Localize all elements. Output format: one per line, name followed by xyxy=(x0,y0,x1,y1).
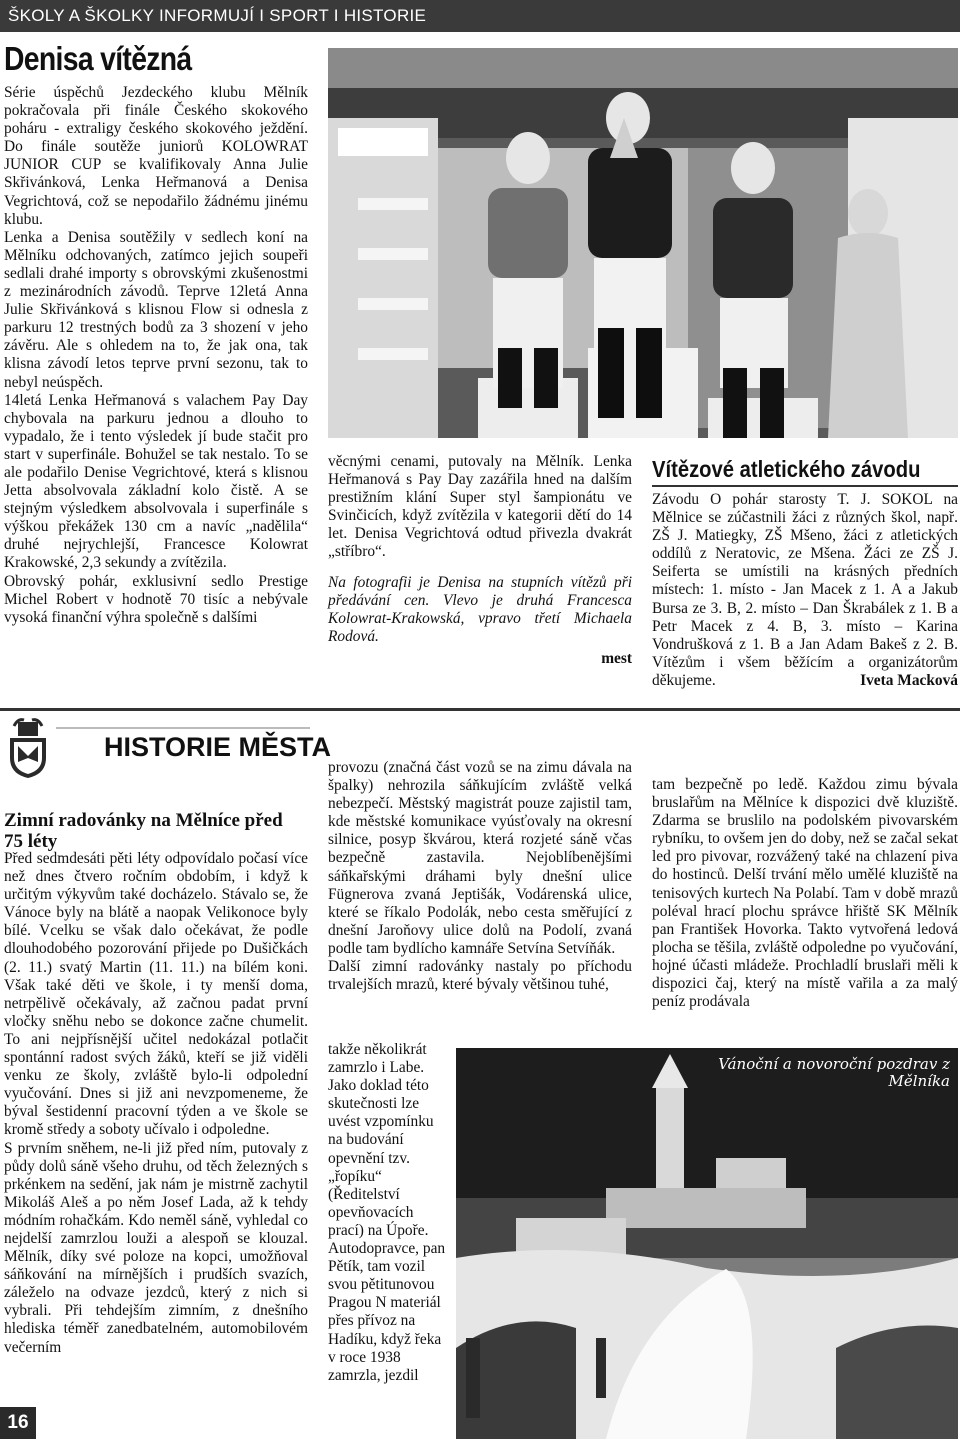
winter-postcard-photo xyxy=(456,1048,958,1439)
history-column-1 xyxy=(4,850,308,1357)
history-article-title: Zimní radovánky na Mělníce před 75 léty xyxy=(4,810,283,852)
history-column-2 xyxy=(328,759,632,994)
sport-paragraph: Série úspěchů Jezdeckého klubu Mělník pokračovala při finále Českého skokového poháru - extraligy českého skokového ježdění. Do finále soutěže juniorů KOLOWRAT JUNIOR CUP se kvalifikovaly Anna Julie Skřivánková, Lenka Heřmanová a Denisa Vegrichtová, což se nepodařilo žádnému jinému klubu. xyxy=(4,84,308,228)
podium-photo xyxy=(328,48,958,438)
history-column-2-wrap xyxy=(328,1041,446,1385)
history-paragraph: provozu (značná část vozů se na zimu dávala na špalky) nehrozila sáňkujícím zvláště velká nebezpečí. Městský magistrát pouze zajistil tam, kde městské komunikace vyúsťovaly na okresní silnice, posyp škvárou, která rozjeté sáně včas bezpečně zastavila. Nejoblíbenějšími sáňkařskými dráhami byly dnešní ulice Fügnerova zvaná Jeptišák, Vodárenská ulice, které se říkalo Podolák, nebo cesta směřující z dnešní Jaroňovy ulice dolů na Podolí, zvaná podle tam bydlícho kamnáře Setvína Setvíňák. xyxy=(328,759,632,957)
section-divider xyxy=(0,708,960,711)
section-header-bar xyxy=(0,0,960,32)
sport-author: mest xyxy=(601,649,632,667)
history-paragraph: S prvním sněhem, ne-li již před ním, putovaly z půdy dolů sáně všeho druhu, od těch železných s prkénkem na sedění, jak nám je mistrně zachytil Mikoláš Aleš a po něm Josef Lada, až k tehdy módním rohačkám. Kdo neměl sáně, vyhledal co nejdelší zamrzlou louži a alespoň se klouzal. Mělník, díky své poloze na kopci, umožňoval sáňkování na mírnějších i prudších svazích, záleželo na odvaze jezdců, který z nich si vybrali. Při tehdejším zimním, z dnešního hlediska téměř zanedbatelném, automobilovém večerním xyxy=(4,1139,308,1356)
sport-article-title: Denisa vítězná xyxy=(4,40,192,77)
sport-paragraph: Obrovský pohár, exklusivní sedlo Prestige Michel Robert v hodnotě 70 tisíc a nebývale vysoká finanční výhra společně s dalšími xyxy=(4,572,308,626)
section-header-text: ŠKOLY A ŠKOLKY INFORMUJÍ I SPORT I HISTORIE xyxy=(8,6,427,25)
athletics-author: Iveta Macková xyxy=(860,672,958,690)
page-number: 16 xyxy=(0,1407,36,1439)
athletics-title-rule xyxy=(652,485,958,487)
sport-paragraph: věcnými cenami, putovaly na Mělník. Lenka Heřmanová s Pay Day zazářila hned na dalším prestižním klání Super styl šampionátu ve Svinčicích, když zvítězila v kategorii dětí do 14 let. Denisa Vegrichtová odtud přivezla dvakrát „stříbro“. xyxy=(328,453,632,561)
history-paragraph: tam bezpečně po ledě. Každou zimu bývala bruslařům na Mělníce k dispozici dvě kluziště. Zdarma se bruslilo na podolském pivovarském rybníku, to ovšem jen do doby, než se začal sekat led pro pivovar, rozvážený také na chlazení piva do hostinců. Delší trvání mělo umělé kluziště na tenisových kurtech Na Polabí. Tam v době mrazů poléval hrací plochu správce hřiště SK Mělník pan František Hovorka. Takto vytvořená ledová plocha se těšila, zvláště odpoledne po vyučování, hojné účasti mládeže. Prochladlí bruslaři měli k dispozici čaj, který na místě vařila a za malý peníz prodávala xyxy=(652,776,958,1011)
athletics-title: Vítězové atletického závodu xyxy=(652,456,921,482)
history-banner-title: HISTORIE MĚSTA xyxy=(104,732,332,762)
podium-photo-art xyxy=(328,48,958,438)
sport-article-column-2 xyxy=(328,453,632,668)
postcard-art xyxy=(456,1048,958,1439)
history-banner-rule xyxy=(56,727,310,729)
athletics-paragraph: Závodu O pohár starosty T. J. SOKOL na Mělnice se zúčastnili žáci z různých škol, např. ZŠ J. Matiegky, ZŠ Mšeno, žáci z atletických oddílů z Neratovic, ze Mšena. Žáci ze ZŠ J. Seiferta se umístili na krásných předních místech: 1. místo - Jan Macek z 1. A a Jakub Bursa ze 3. B, 2. místo – Dan Škrabálek z 1. B a Petr Macek z 4. B, 3. místo – Karina Vondrušková z 1. B a Jan Adam Bakeš z 2. B. Vítězům i všem běžícím a organizátorům děkujeme. xyxy=(652,491,958,689)
history-column-3 xyxy=(652,776,958,1011)
sport-paragraph: 14letá Lenka Heřmanová s valachem Pay Day chybovala na parkuru jednou a dlouho to vypadalo, že i tento výsledek jí bude stačit pro start v superfinále. Bohužel se tak nestalo. To se ale podařilo Denise Vegrichtové, která s klisnou Jetta absolvovala základní kolo čistě. A se stejným výsledkem absolvovala i superfinále s výškou překážek 130 cm a navíc „nadělila“ druhé nejrychlejší, Francesce Kolowrat Krakowské, 2,3 sekundy a zvítězila. xyxy=(4,391,308,572)
athletics-article xyxy=(652,491,958,690)
history-paragraph: Před sedmdesáti pěti léty odpovídalo počasí více než dnes čtvero ročním obdobím, i když k určitým výkyvům také docházelo. Stávalo se, že Vánoce byly na blátě a naopak Velikonoce byly bílé. Vcelku se však dalo očekávat, že podle dlouhodobého pozorování přijede po Dušičkách (2. 11.) svatý Martin (11. 11.) na bílém koni. Však také děti ve škole, i ty menší doma, netrpělivě očekávaly, až začnou padat první vločky sněhu nebo se dokonce začne chumelit. To ani nejpřísnější učitel nedokázal potlačit spontánní radost svých žáků, kteří se již viděli venku ze školy, zvláště bylo-li odpolední vyučování. Dnes si již ani nevzpomeneme, že býval šestidenní pracovní týden a ve škole se kromě středy a soboty učívalo i odpoledne. xyxy=(4,850,308,1139)
sport-paragraph: Lenka a Denisa soutěžily v sedlech koní na Mělníku odchovaných, zatímco jejich soupeři sedlali drahé importy s obrovskými zkušenostmi z mezinárodních závodů. Teprve 12letá Anna Julie Skřivánková s klisnou Flow si odnesla z parkuru 12 trestných bodů za 3 shození v jeho závěru. Ale s ohledem na to, že jak ona, tak klisna závodí letos teprve první sezonu, tak to nebyl neúspěch. xyxy=(4,228,308,391)
postcard-greeting: Vánoční a novoroční pozdrav z Mělníka xyxy=(718,1055,950,1090)
history-paragraph: Další zimní radovánky nastaly po příchodu trvalejších mrazů, které bývaly většinou tuhé, xyxy=(328,958,632,994)
photo-caption: Na fotografii je Denisa na stupních vítězů při předávání cen. Vlevo je druhá Francesca Kolowrat-Krakowská, vpravo třetí Michaela Rodová. xyxy=(328,573,632,645)
history-paragraph: takže několikrát zamrzlo i Labe. Jako doklad této skutečnosti lze uvést vzpomínku na budování opevnění tzv. „řopíku“ (Ředitelství opevňovacích prací) na Úpoře. Autodopravce, pan Pětík, tam vozil svou pětitunovou Pragou N materiál přes přívoz na Hadíku, když řeka v roce 1938 zamrzla, jezdil xyxy=(328,1041,446,1384)
sport-article-column-1 xyxy=(4,84,308,627)
melnik-coat-of-arms-icon xyxy=(4,716,52,780)
